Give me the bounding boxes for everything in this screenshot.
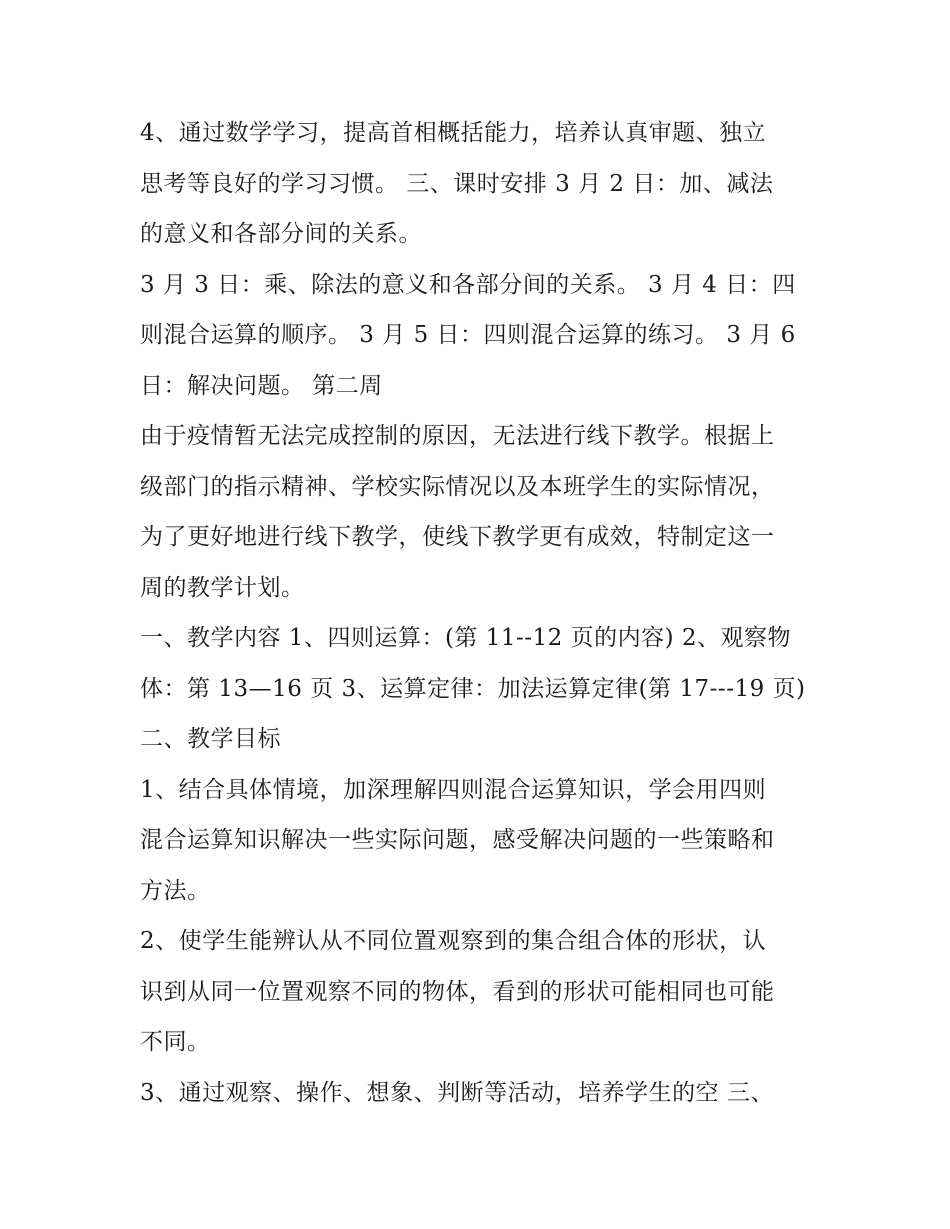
text-line: 则混合运算的顺序。 3 月 5 日：四则混合运算的练习。 3 月 6 xyxy=(140,322,796,348)
text-line: 日：解决问题。 第二周 xyxy=(140,372,383,399)
text-line: 由于疫情暂无法完成控制的原因，无法进行线下教学。根据上 xyxy=(140,423,775,449)
text-line: 3、通过观察、操作、想象、判断等活动，培养学生的空 三、 xyxy=(140,1079,774,1106)
text-line: 混合运算知识解决一些实际问题，感受解决问题的一些策略和 xyxy=(140,827,775,853)
text-line: 的意义和各部分间的关系。 xyxy=(140,221,422,247)
paragraph-objective-4 xyxy=(140,108,820,260)
text-line: 思考等良好的学习习惯。 三、课时安排 3 月 2 日：加、减法 xyxy=(140,170,774,197)
text-line: 方法。 xyxy=(140,877,211,904)
text-line: 周的教学计划。 xyxy=(140,574,305,601)
paragraph-goal-2 xyxy=(140,916,820,1068)
text-line: 级部门的指示精神、学校实际情况以及本班学生的实际情况， xyxy=(140,473,775,500)
text-line: 4、通过数学学习，提高首相概括能力，培养认真审题、独立 xyxy=(140,120,767,146)
section-heading-teaching-goals xyxy=(140,714,820,765)
paragraph-goal-1 xyxy=(140,765,820,917)
document-body xyxy=(140,108,820,1118)
text-line: 1、结合具体情境，加深理解四则混合运算知识，学会用四则 xyxy=(140,776,767,803)
paragraph-teaching-content xyxy=(140,613,820,714)
text-line: 为了更好地进行线下教学，使线下教学更有成效，特制定这一 xyxy=(140,524,775,550)
paragraph-intro-week2 xyxy=(140,411,820,613)
text-line: 体：第 13—16 页 3、运算定律：加法运算定律(第 17---19 页) xyxy=(140,675,806,702)
text-line: 二、教学目标 xyxy=(140,726,281,752)
text-line: 不同。 xyxy=(140,1029,211,1055)
text-line: 2、使学生能辨认从不同位置观察到的集合组合体的形状，认 xyxy=(140,928,767,954)
text-line: 3 月 3 日：乘、除法的意义和各部分间的关系。 3 月 4 日：四 xyxy=(140,271,796,298)
paragraph-goal-3 xyxy=(140,1068,820,1119)
text-line: 识到从同一位置观察不同的物体，看到的形状可能相同也可能 xyxy=(140,978,775,1005)
paragraph-schedule xyxy=(140,260,820,412)
text-line: 一、教学内容 1、四则运算：(第 11--12 页的内容) 2、观察物 xyxy=(140,625,792,651)
